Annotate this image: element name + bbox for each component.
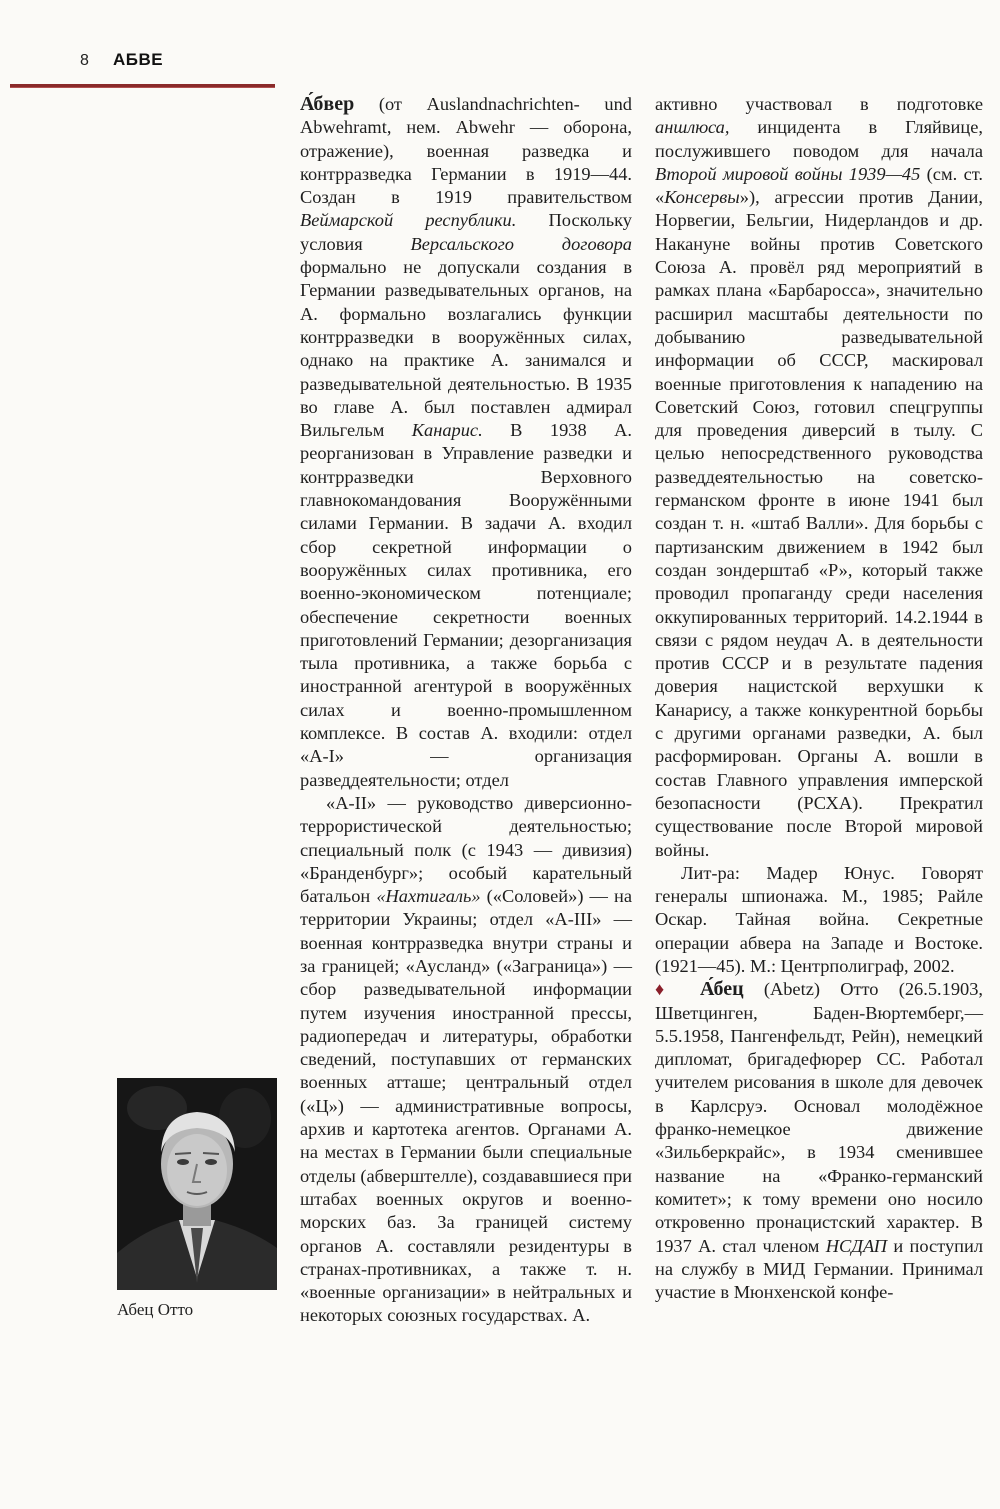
running-title: АБВЕ <box>113 50 164 69</box>
link-nsdap[interactable]: НСДАП <box>825 1235 888 1256</box>
abetz-paragraph <box>655 978 983 1304</box>
link-canaris[interactable]: Канарис. <box>411 420 483 441</box>
entry-marker-icon: ♦ <box>655 979 680 1000</box>
headword-abwehr: А́бвер <box>300 93 355 115</box>
abetz-text: (Abetz) Отто (26.5.1903, Шветцинген, Баден-Вюртемберг,— 5.5.1958, Пангенфельдт, Рейн), немецкий дипломат, бригадефюрер СС. Работал учителем рисования в школе для девочек в Карлсруэ. Основал молодёжное франко-немецкое движение «Зильберкрайс», в 1934 сменившее название на «Франко-германский комитет»; к тому времени оно носило откровенно пронацистский характер. В 1937 А. стал членом <box>655 979 984 1256</box>
link-versailles-treaty[interactable]: Версальского договора <box>410 233 632 254</box>
link-konservy[interactable]: Консервы <box>664 187 740 208</box>
link-world-war-2[interactable]: Второй мировой войны 1939—45 <box>655 163 921 184</box>
link-nachtigall[interactable]: «Нахтигаль» <box>376 886 481 907</box>
abetz-text: и поступил на службу в МИД Германии. Принимал участие в Мюнхенской конфе- <box>655 1235 984 1303</box>
abwehr-text: («Соловей») — на территории Украины; отдел «А-III» — военная контрразведка внутри страны и за границей; «Аусланд» («Заграница») — сбор разведывательной информации путем изучения иностранной прессы, радиопередач и литературы, обработки сведений, поступавших от германских военных атташе; центральный отдел («Ц») — административные вопросы, архив и картотека агентов. Органами А. на местах в Германии были специальные отделы (абверштелле), создававшиеся при штабах военных округов и военно-морских баз. За границей систему органов А. составляли резидентуры в странах-противниках, а также т. н. «военные организации» в нейтральных и некоторых союзных государствах. А. <box>300 886 632 1326</box>
abwehr-text: В 1938 А. реорганизован в Управление разведки и контрразведки Верховного главнокомандования Вооружёнными силами Германии. В задачи А. входил сбор секретной информации о вооружённых силах противника, его военно-экономическом потенциале; обеспечение секретности военных приготовлений Германии; дезорганизация тыла противника, а также борьба с иностранной агентурой в вооружённых силах и военно-промышленном комплексе. В состав А. входили: отдел «А-I» — организация разведдеятельности; отдел <box>300 420 632 790</box>
abwehr-text: Поскольку условия <box>300 210 632 254</box>
abwehr-continuation <box>655 93 983 862</box>
abwehr-text: (см. ст. « <box>655 163 983 208</box>
page-number: 8 <box>80 52 89 69</box>
link-anschluss[interactable]: аншлюса, <box>655 117 730 138</box>
abwehr-text: инцидента в Гляйвице, послужившего поводом для начала <box>655 117 983 161</box>
abwehr-text: активно участвовал в подготовке <box>655 94 983 114</box>
portrait-photo <box>117 1078 277 1290</box>
link-weimar-republic[interactable]: Веймарской республики. <box>300 210 517 231</box>
headword-abetz: А́бец <box>700 978 744 1001</box>
abwehr-text: формально не допускали создания в Германии разведывательных органов, на А. формально возлагались функции контрразведки в вооружённых силах, однако на практике А. занимался и разведывательной деятельностью. В 1935 во главе А. был поставлен адмирал Вильгельм <box>300 257 632 441</box>
abwehr-paragraph-2 <box>300 792 632 1328</box>
abwehr-text: «А-II» — руководство диверсионно-террористической деятельностью; специальный полк (с 1943 — дивизия) «Бранденбург»; особый карательный батальон <box>300 792 632 907</box>
abwehr-paragraph <box>300 93 632 792</box>
header-rule <box>10 84 275 88</box>
article-column-right <box>655 93 983 1304</box>
abwehr-text: (от Auslandnachrichten- und Abwehramt, нем. Abwehr — оборона, отражение), военная разведка и контрразведка Германии в 1919—44. Создан в 1919 правительством <box>300 94 632 208</box>
abwehr-text: »), агрессии против Дании, Норвегии, Бельгии, Нидерландов и др. Накануне войны против Советского Союза А. провёл ряд мероприятий в рамках плана «Барбаросса», значительно расширил масштабы деятельности по добыванию разведывательной информации об СССР, маскировал военные приготовления к нападению на Советский Союз, готовил спецгруппы для проведения диверсий в тылу. С целью непосредственного руководства разведдеятельностью на советско-германском фронте в июне 1941 был создан т. н. «штаб Валли». Для борьбы с партизанским движением в 1942 был создан зондерштаб «Р», который также проводил пропаганду среди населения оккупированных территорий. 14.2.1944 в связи с рядом неудач А. в деятельности против СССР и в результате падения доверия нацистской верхушки к Канарису, а также конкурентной борьбы с другими органами разведки, А. был расформирован. Органы А. вошли в состав Главного управления имперской безопасности (РСХА). Прекратил существование после Второй мировой войны. <box>655 187 983 860</box>
literature-paragraph: Лит-ра: Мадер Юнус. Говорят генералы шпионажа. М., 1985; Райле Оскар. Тайная война. Секретные операции абвера на Западе и Востоке. (1921—45). М.: Центрполиграф, 2002. <box>655 862 983 976</box>
article-column-middle <box>300 93 632 1328</box>
photo-caption: Абец Отто <box>117 1300 194 1319</box>
